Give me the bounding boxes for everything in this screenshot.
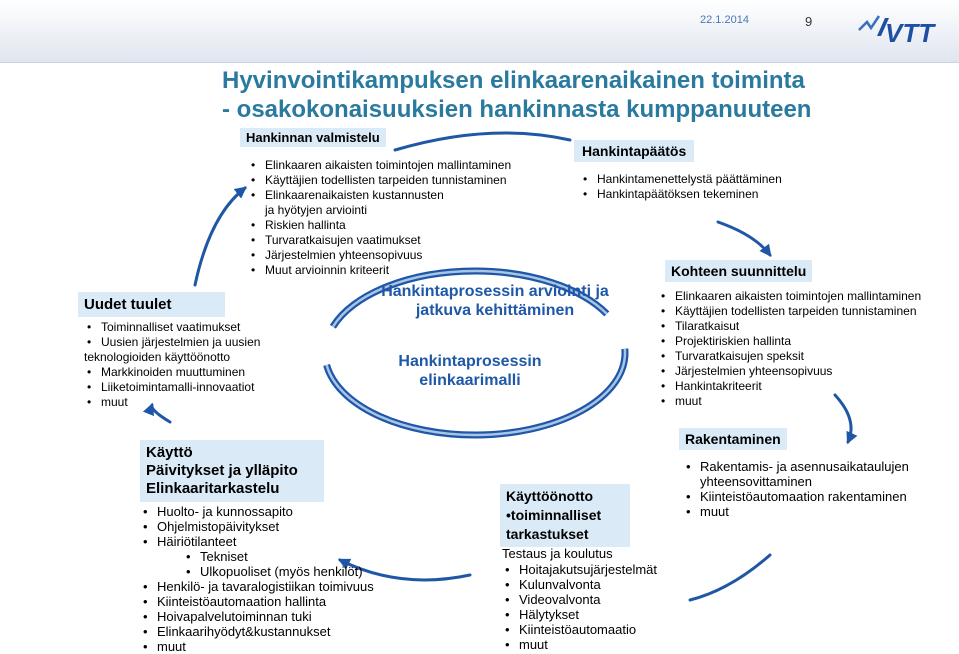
uudet-tuulet-list	[84, 320, 260, 410]
arrow-valmistelu-to-paatos	[395, 133, 570, 150]
list-item: • Turvaratkaisujen speksit	[658, 349, 921, 364]
list-item: ja hyötyjen arviointi	[265, 203, 368, 217]
list-item: • Muut arvioinnin kriteerit	[248, 263, 511, 278]
list-item: • muut	[140, 639, 374, 654]
list-item: • Videovalvonta	[502, 592, 657, 607]
rakentaminen-list	[683, 459, 909, 519]
hankinnan-valmistelu-label: Hankinnan valmistelu	[240, 128, 386, 147]
slide-title-line2: - osakokonaisuuksien hankinnasta kumppanuuteen	[222, 96, 812, 123]
list-item: • Hankintakriteerit	[658, 379, 921, 394]
hankinnan-valmistelu-list	[248, 158, 511, 278]
list-item: • Riskien hallinta	[248, 218, 511, 233]
list-item: • Kiinteistöautomaation hallinta	[140, 594, 374, 609]
list-item: • Huolto- ja kunnossapito	[140, 504, 374, 519]
list-item: • Elinkaarenaikaisten kustannusten	[248, 188, 511, 203]
list-item: • Tilaratkaisut	[658, 319, 921, 334]
page-number: 9	[805, 14, 813, 29]
list-item: • Hankintapäätöksen tekeminen	[580, 187, 782, 202]
kayttoonotto-label-line2: •toiminnalliset	[506, 507, 602, 523]
list-item: • muut	[658, 394, 921, 409]
arrow-uudet-to-valmistelu	[195, 188, 245, 285]
list-item: • Käyttäjien todellisten tarpeiden tunnistaminen	[248, 173, 511, 188]
arrow-paatos-to-suunnittelu	[718, 222, 770, 255]
list-item: • Projektiriskien hallinta	[658, 334, 921, 349]
list-item: • Häiriötilanteet	[140, 534, 374, 549]
kohteen-suunnittelu-label: Kohteen suunnittelu	[665, 260, 812, 282]
center-line3: Hankintaprosessin	[398, 353, 542, 370]
list-item: • Hälytykset	[502, 607, 657, 622]
list-item: • Kulunvalvonta	[502, 577, 657, 592]
list-item: • Liiketoimintamalli-innovaatiot	[84, 380, 260, 395]
hankintapaatos-list	[580, 172, 782, 202]
list-item: • Turvaratkaisujen vaatimukset	[248, 233, 511, 248]
svg-text:VTT: VTT	[885, 18, 935, 48]
center-line4: elinkaarimalli	[419, 372, 521, 389]
list-item: • Järjestelmien yhteensopivuus	[658, 364, 921, 379]
kaytto-label-line1: Käyttö	[146, 444, 193, 461]
kohteen-suunnittelu-list	[658, 289, 921, 409]
list-item: • Uusien järjestelmien ja uusien	[84, 335, 260, 350]
kaytto-label-line2: Päivitykset ja ylläpito	[146, 462, 298, 479]
list-item: • Järjestelmien yhteensopivuus	[248, 248, 511, 263]
center-line2: jatkuva kehittäminen	[415, 302, 575, 319]
center-heading	[345, 282, 645, 320]
list-item: teknologioiden käyttöönotto	[84, 350, 231, 364]
list-item: • Rakentamis- ja asennusaikataulujen	[683, 459, 909, 474]
list-item: • Ulkopuoliset (myös henkilöt)	[140, 564, 374, 579]
list-item: • Kiinteistöautomaation rakentaminen	[683, 489, 909, 504]
kaytto-label-line3: Elinkaaritarkastelu	[146, 480, 280, 497]
list-item: • Käyttäjien todellisten tarpeiden tunnistaminen	[658, 304, 921, 319]
rakentaminen-label: Rakentaminen	[679, 428, 787, 450]
center-line1: Hankintaprosessin arviointi ja	[381, 283, 609, 300]
list-item: • Henkilö- ja tavaralogistiikan toimivuus	[140, 579, 374, 594]
list-item: • muut	[84, 395, 260, 410]
center-subheading	[370, 352, 570, 390]
date-label: 22.1.2014	[700, 14, 749, 26]
kayttoonotto-label	[500, 484, 630, 547]
list-item: • Tekniset	[140, 549, 374, 564]
list-item: yhteensovittaminen	[700, 474, 813, 489]
list-item: • muut	[502, 637, 657, 652]
list-item: • Hankintamenettelystä päättäminen	[580, 172, 782, 187]
kaytto-list	[140, 504, 374, 654]
slide-title-line1: Hyvinvointikampuksen elinkaarenaikainen toiminta	[222, 67, 805, 94]
hankintapaatos-label: Hankintapäätös	[574, 140, 694, 162]
list-item: • Ohjelmistopäivitykset	[140, 519, 374, 534]
kayttoonotto-label-line1: Käyttöönotto	[506, 488, 594, 504]
list-item: • Toiminnalliset vaatimukset	[84, 320, 260, 335]
kayttoonotto-intro: Testaus ja koulutus	[502, 546, 613, 561]
list-item: • Hoivapalvelutoiminnan tuki	[140, 609, 374, 624]
kaytto-label	[140, 440, 324, 502]
uudet-tuulet-label: Uudet tuulet	[78, 292, 225, 317]
list-item: • Hoitajakutsujärjestelmät	[502, 562, 657, 577]
list-item: • Elinkaaren aikaisten toimintojen mallintaminen	[658, 289, 921, 304]
kayttoonotto-list	[502, 562, 657, 652]
list-item: • Elinkaaren aikaisten toimintojen mallintaminen	[248, 158, 511, 173]
list-item: • Elinkaarihyödyt&kustannukset	[140, 624, 374, 639]
arrow-rakentaminen-to-kayttoonotto	[690, 555, 770, 600]
list-item: • Kiinteistöautomaatio	[502, 622, 657, 637]
list-item: • muut	[683, 504, 909, 519]
kayttoonotto-label-line3: tarkastukset	[506, 526, 589, 542]
list-item: • Markkinoiden muuttuminen	[84, 365, 260, 380]
